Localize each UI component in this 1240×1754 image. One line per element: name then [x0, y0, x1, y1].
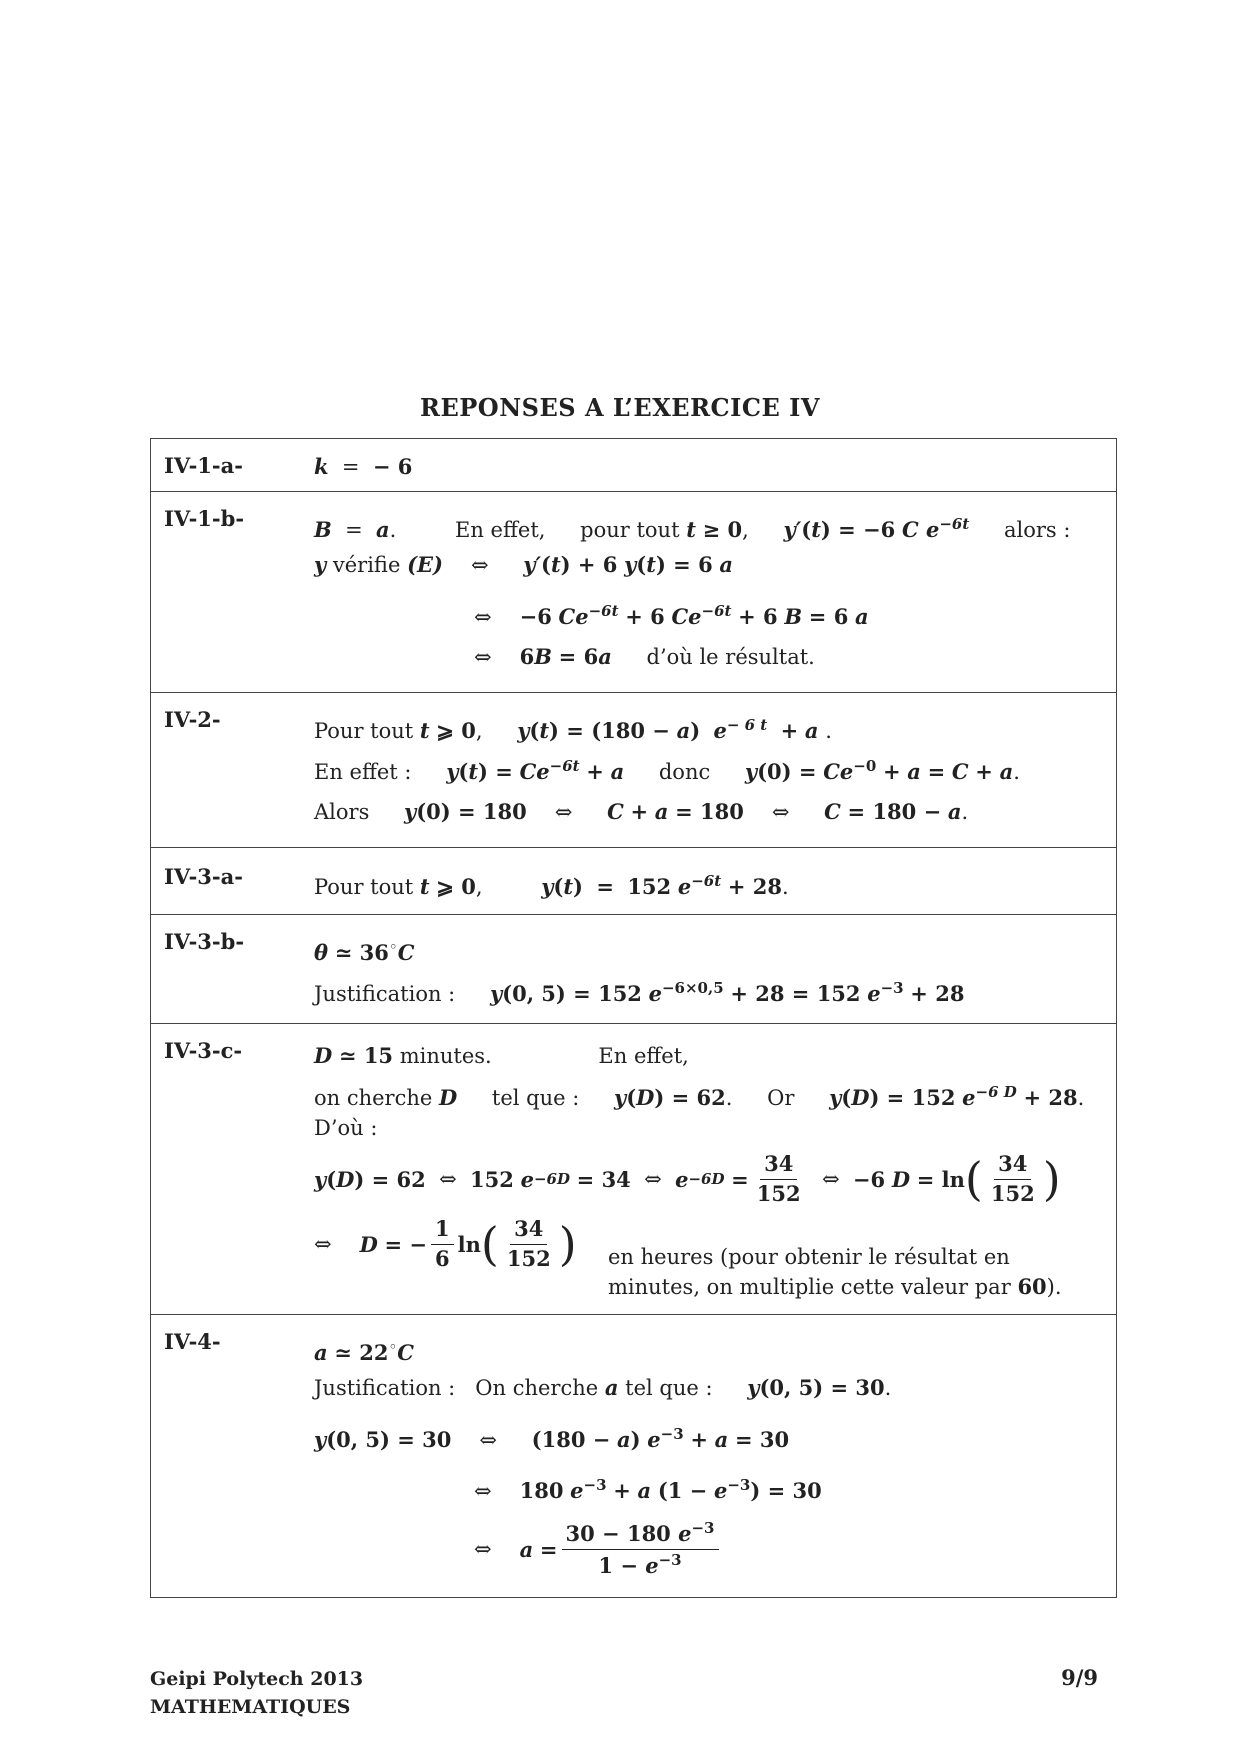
- text-donc: donc: [658, 760, 711, 784]
- row-label: IV-3-a-: [151, 848, 313, 915]
- row-content: B = a. En effet, pour tout t ≥ 0, y′(t) = −6 C $e^{-6t}$ alors : y vérifie (E) ⇔ y′(t) + 6 y(t) = 6 a ⇔ −6 $Ce^{-6t} + 6$ $Ce^{-6t} + 6$ B = 6 a ⇔ 6B = 6a d’où le résultat.: [312, 492, 1117, 693]
- answer-row: [151, 439, 1117, 492]
- row-content: θ ≃ 36◦C Justification : y(0, 5) = 152 $e^{-6\times 0,5} + 28 = 152$ $e^{-3} + 28$: [312, 915, 1117, 1024]
- row-label: IV-2-: [151, 693, 313, 848]
- text-tel-que: tel que :: [491, 1086, 580, 1110]
- text-on-cherche: On cherche: [475, 1376, 599, 1400]
- text-dou: D’où :: [314, 1116, 378, 1140]
- text-tel-que: tel que :: [625, 1376, 713, 1400]
- answer-row: [151, 1024, 1117, 1315]
- row-content: D ≃ 15 minutes. En effet, on cherche D tel que : y(D) = 62. Or y(D) = 152 $e^{-6 D} + 28$. D’où : y ( D ) = 62 ⇔ 152 e −6D = 34 ⇔ e −6D = $\frac{34}{152}$ ⇔ −6 D = ln ( $\frac{34}{152}$ ) ⇔ D = − $\frac{1}{6}$ ln ( $\frac{34}{152}$ ) en heures (pour obtenir le résultat en minutes, on multiplie cette valeur par 60).: [312, 1024, 1117, 1315]
- answer-row: [151, 492, 1117, 693]
- text-alors: Alors: [314, 800, 370, 824]
- footer: [150, 1665, 363, 1721]
- answer-row: [151, 848, 1117, 915]
- footer-institution: Geipi Polytech 2013: [150, 1668, 364, 1690]
- text-en-effet: En effet,: [598, 1044, 689, 1068]
- row-label: IV-4-: [151, 1315, 313, 1598]
- answers-table: [150, 438, 1117, 1598]
- text-pour-tout: Pour tout: [314, 875, 414, 899]
- text-en-effet: En effet,: [455, 518, 546, 542]
- row-label: IV-3-c-: [151, 1024, 313, 1315]
- text-or: Or: [767, 1086, 795, 1110]
- row-label: IV-3-b-: [151, 915, 313, 1024]
- text-justification: Justification :: [314, 1376, 456, 1400]
- text-en-effet: En effet :: [314, 760, 412, 784]
- answer-row: [151, 693, 1117, 848]
- answer-row: [151, 915, 1117, 1024]
- text-verifie: vérifie: [332, 553, 401, 577]
- row-label: IV-1-b-: [151, 492, 313, 693]
- footer-subject: MATHEMATIQUES: [150, 1696, 351, 1718]
- text-dou-resultat: d’où le résultat.: [646, 645, 815, 669]
- page-number: 9/9: [1061, 1665, 1098, 1690]
- text-on-cherche: on cherche: [314, 1086, 433, 1110]
- row-content: Pour tout t ⩾ 0, y(t) = 152 $e^{-6t} + 28$.: [312, 848, 1117, 915]
- text-pour-tout: pour tout: [580, 518, 680, 542]
- row-content: a ≃ 22◦C Justification : On cherche a tel que : y(0, 5) = 30. y(0, 5) = 30 ⇔ (180 − a) $e^{-3} + a = 30$ ⇔ 180 $e^{-3} + a$ $(1 - e^{-3}) = 30$ ⇔ a = $\frac{30 - 180 e^{-3}}{1 - e^{-3}}$: [312, 1315, 1117, 1598]
- row-label: IV-1-a-: [151, 439, 313, 492]
- text-pour-tout: Pour tout: [314, 719, 414, 743]
- text-justification: Justification :: [314, 982, 456, 1006]
- row-content: k = − 6: [312, 439, 1117, 492]
- text-en-heures: en heures (pour obtenir le résultat en minutes, on multiplie cette valeur par: [608, 1245, 1011, 1299]
- text-minutes: minutes.: [399, 1044, 492, 1068]
- page-title: REPONSES A L’EXERCICE IV: [420, 393, 820, 422]
- text-alors: alors :: [1003, 518, 1071, 542]
- row-content: Pour tout t ⩾ 0, y(t) = (180 − a) $e^{- 6 t} + a$ . En effet : $y(t) = Ce^{-6t} + a$ donc $y(0) = Ce^{-0} + a = C + a$. Alors y(0) = 180 ⇔ C + a = 180 ⇔ C = 180 − a.: [312, 693, 1117, 848]
- answer-row: [151, 1315, 1117, 1598]
